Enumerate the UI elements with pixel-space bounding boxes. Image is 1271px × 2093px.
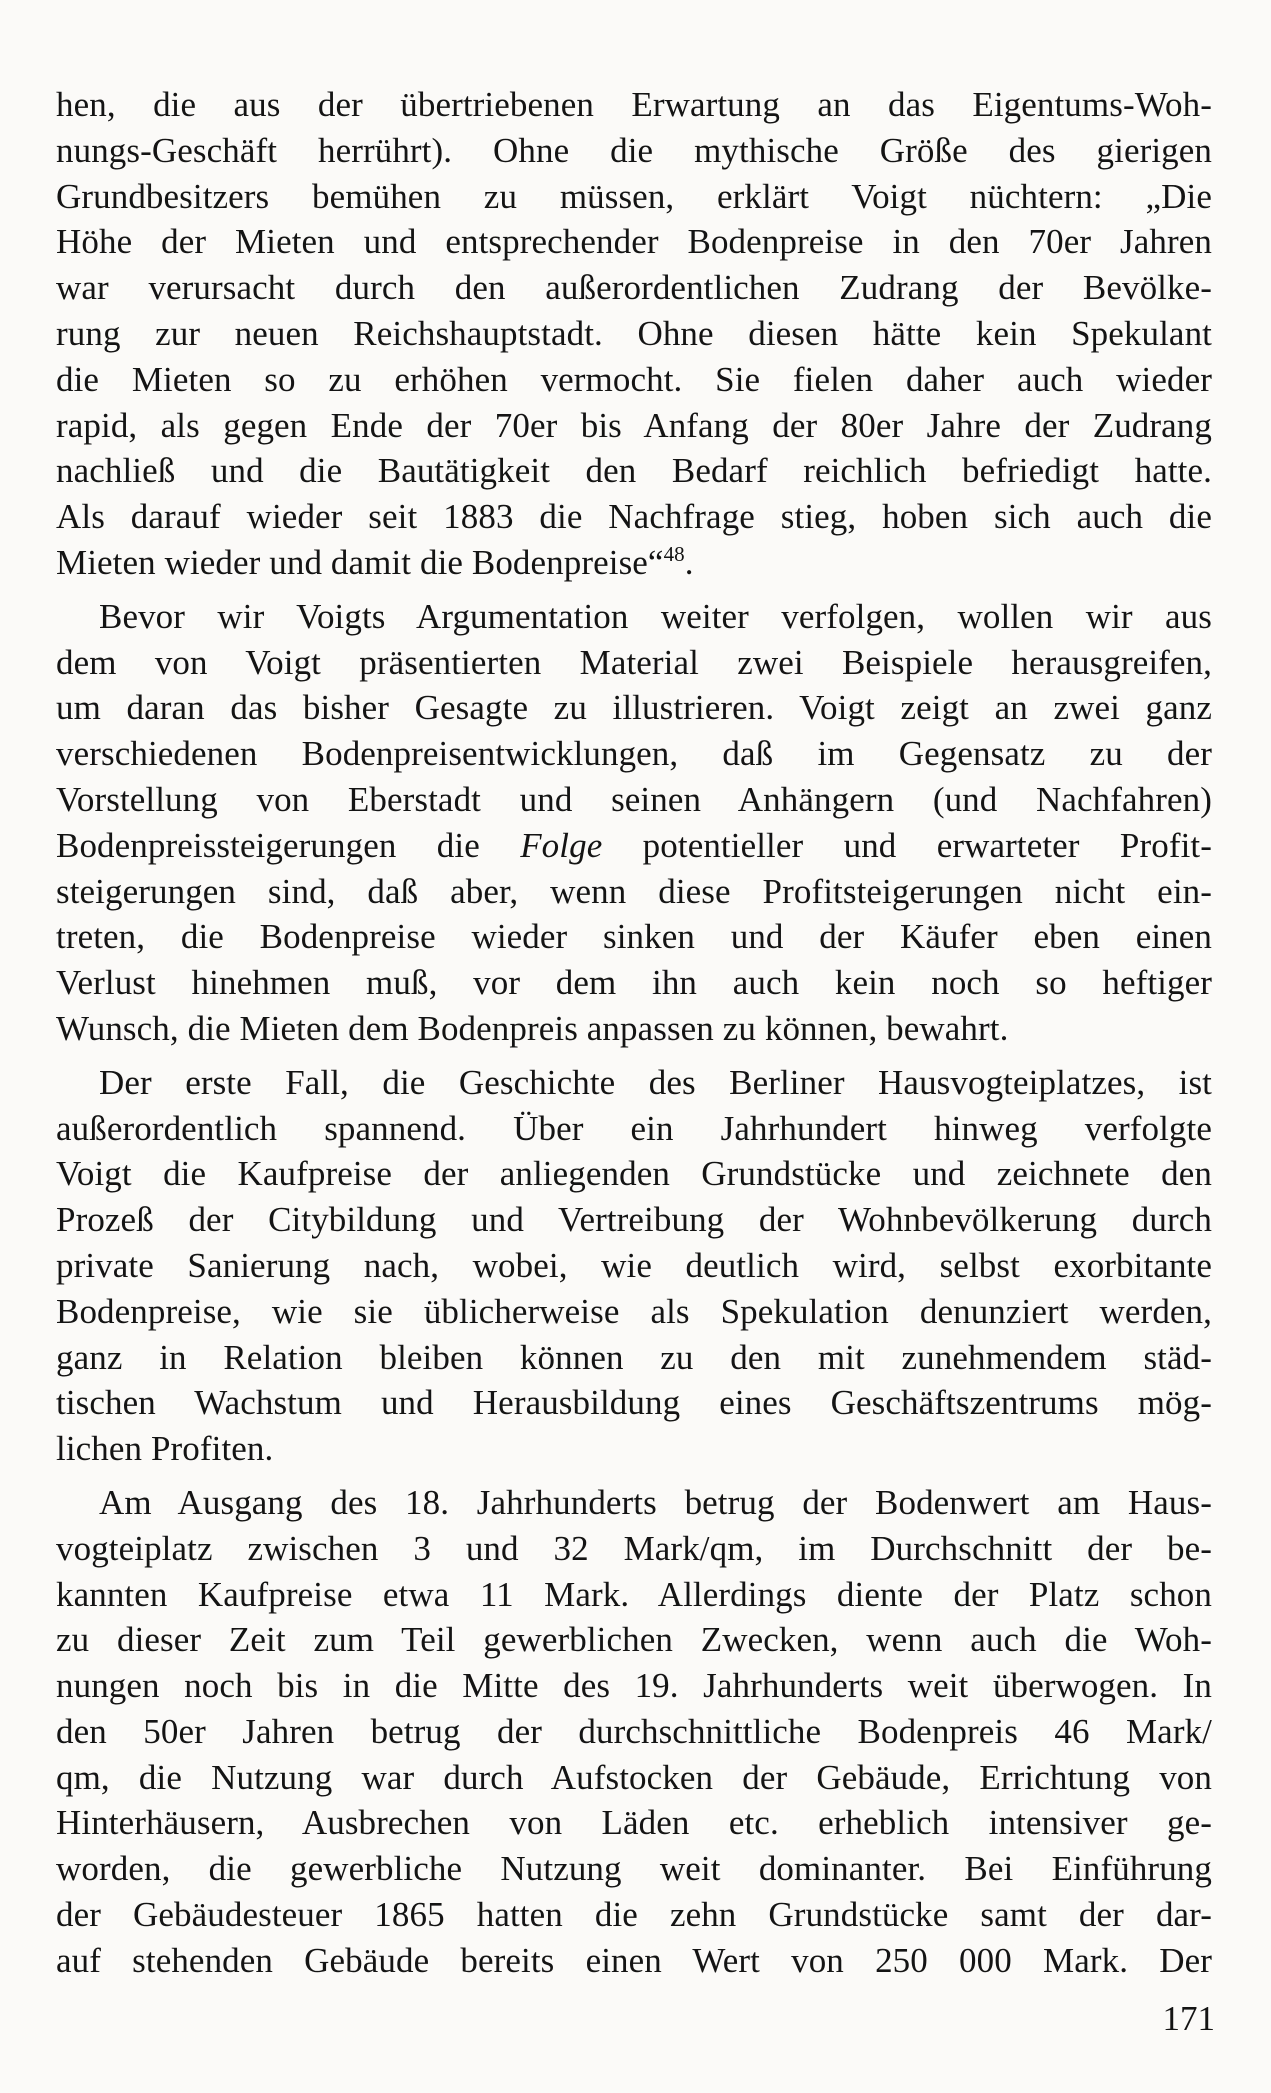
footnote-reference: 48 <box>663 541 685 566</box>
text-line: um daran das bisher Gesagte zu illustrieren. Voigt zeigt an zwei ganz <box>56 688 1212 728</box>
text-line: auf stehenden Gebäude bereits einen Wert von 250 000 Mark. Der <box>56 1940 1212 1980</box>
text-line: kannten Kaufpreise etwa 11 Mark. Allerdings diente der Platz schon <box>56 1574 1212 1614</box>
text-line: verschiedenen Bodenpreisentwicklungen, daß im Gegensatz zu der <box>56 734 1212 774</box>
text-line: Grundbesitzers bemühen zu müssen, erklärt Voigt nüchtern: „Die <box>56 176 1212 216</box>
text-line: qm, die Nutzung war durch Aufstocken der Gebäude, Errichtung von <box>56 1757 1212 1797</box>
book-page <box>56 82 1212 1984</box>
text-line: hen, die aus der übertriebenen Erwartung an das Eigentums-Woh- <box>56 85 1212 124</box>
paragraph-3 <box>56 1060 1212 1472</box>
text-line: Der erste Fall, die Geschichte des Berliner Hausvogteiplatzes, ist <box>99 1062 1212 1102</box>
text-line: Bodenpreise, wie sie üblicherweise als Spekulation denunziert werden, <box>56 1291 1212 1331</box>
text-line: den 50er Jahren betrug der durchschnittliche Bodenpreis 46 Mark/ <box>56 1711 1212 1751</box>
paragraph-1 <box>56 82 1212 586</box>
text-line: außerordentlich spannend. Über ein Jahrhundert hinweg verfolgte <box>56 1108 1212 1148</box>
paragraph-4 <box>56 1480 1212 1984</box>
text-line-content: Bodenpreissteigerungen die <box>56 825 480 865</box>
text-line: Hinterhäusern, Ausbrechen von Läden etc. erheblich intensiver ge- <box>56 1803 1212 1843</box>
text-line: Bevor wir Voigts Argumentation weiter verfolgen, wollen wir aus <box>99 596 1212 636</box>
text-line: dem von Voigt präsentierten Material zwei Beispiele herausgreifen, <box>56 642 1212 682</box>
text-line: ganz in Relation bleiben können zu den mit zunehmendem städ- <box>56 1337 1212 1377</box>
sentence-end: . <box>684 542 694 582</box>
text-line: worden, die gewerbliche Nutzung weit dominanter. Bei Einführung <box>56 1849 1212 1889</box>
text-line: Am Ausgang des 18. Jahrhunderts betrug der Bodenwert am Haus- <box>99 1482 1212 1522</box>
emphasized-word: Folge <box>520 825 603 865</box>
text-line: tischen Wachstum und Herausbildung eines Geschäftszentrums mög- <box>56 1383 1212 1423</box>
text-line: steigerungen sind, daß aber, wenn diese Profitsteigerungen nicht ein- <box>56 871 1212 911</box>
text-line <box>56 540 1212 586</box>
text-line: rung zur neuen Reichshauptstadt. Ohne diesen hätte kein Spekulant <box>56 313 1212 353</box>
text-line: lichen Profiten. <box>56 1429 274 1469</box>
page-number: 171 <box>1162 1999 1215 2038</box>
text-line: zu dieser Zeit zum Teil gewerblichen Zwecken, wenn auch die Woh- <box>56 1620 1212 1660</box>
text-line: vogteiplatz zwischen 3 und 32 Mark/qm, im Durchschnitt der be- <box>56 1528 1212 1568</box>
text-line: Vorstellung von Eberstadt und seinen Anhängern (und Nachfahren) <box>56 779 1212 819</box>
text-line: Voigt die Kaufpreise der anliegenden Grundstücke und zeichnete den <box>56 1154 1212 1194</box>
text-line: der Gebäudesteuer 1865 hatten die zehn Grundstücke samt der dar- <box>56 1895 1212 1935</box>
text-line: treten, die Bodenpreise wieder sinken und der Käufer eben einen <box>56 917 1212 957</box>
text-line <box>56 823 1212 869</box>
text-line: die Mieten so zu erhöhen vermocht. Sie fielen daher auch wieder <box>56 359 1212 399</box>
text-line: nungs-Geschäft herrührt). Ohne die mythische Größe des gierigen <box>56 130 1212 170</box>
text-line: war verursacht durch den außerordentlichen Zudrang der Bevölke- <box>56 268 1212 308</box>
text-line: Prozeß der Citybildung und Vertreibung der Wohnbevölkerung durch <box>56 1200 1212 1240</box>
text-line: Als darauf wieder seit 1883 die Nachfrage stieg, hoben sich auch die <box>56 497 1212 537</box>
paragraph-2 <box>56 594 1212 1052</box>
text-line-content: potentieller und erwarteter Profit- <box>642 825 1212 865</box>
text-line: rapid, als gegen Ende der 70er bis Anfang der 80er Jahre der Zudrang <box>56 405 1212 445</box>
text-line: private Sanierung nach, wobei, wie deutlich wird, selbst exorbitante <box>56 1245 1212 1285</box>
text-line: Höhe der Mieten und entsprechender Bodenpreise in den 70er Jahren <box>56 222 1212 262</box>
text-line-content: Mieten wieder und damit die Bodenpreise“ <box>56 542 664 582</box>
text-line: nachließ und die Bautätigkeit den Bedarf reichlich befriedigt hatte. <box>56 451 1212 491</box>
text-line: Wunsch, die Mieten dem Bodenpreis anpassen zu können, bewahrt. <box>56 1008 1009 1048</box>
text-line: nungen noch bis in die Mitte des 19. Jahrhunderts weit überwogen. In <box>56 1666 1212 1706</box>
text-line: Verlust hinehmen muß, vor dem ihn auch kein noch so heftiger <box>56 963 1212 1003</box>
